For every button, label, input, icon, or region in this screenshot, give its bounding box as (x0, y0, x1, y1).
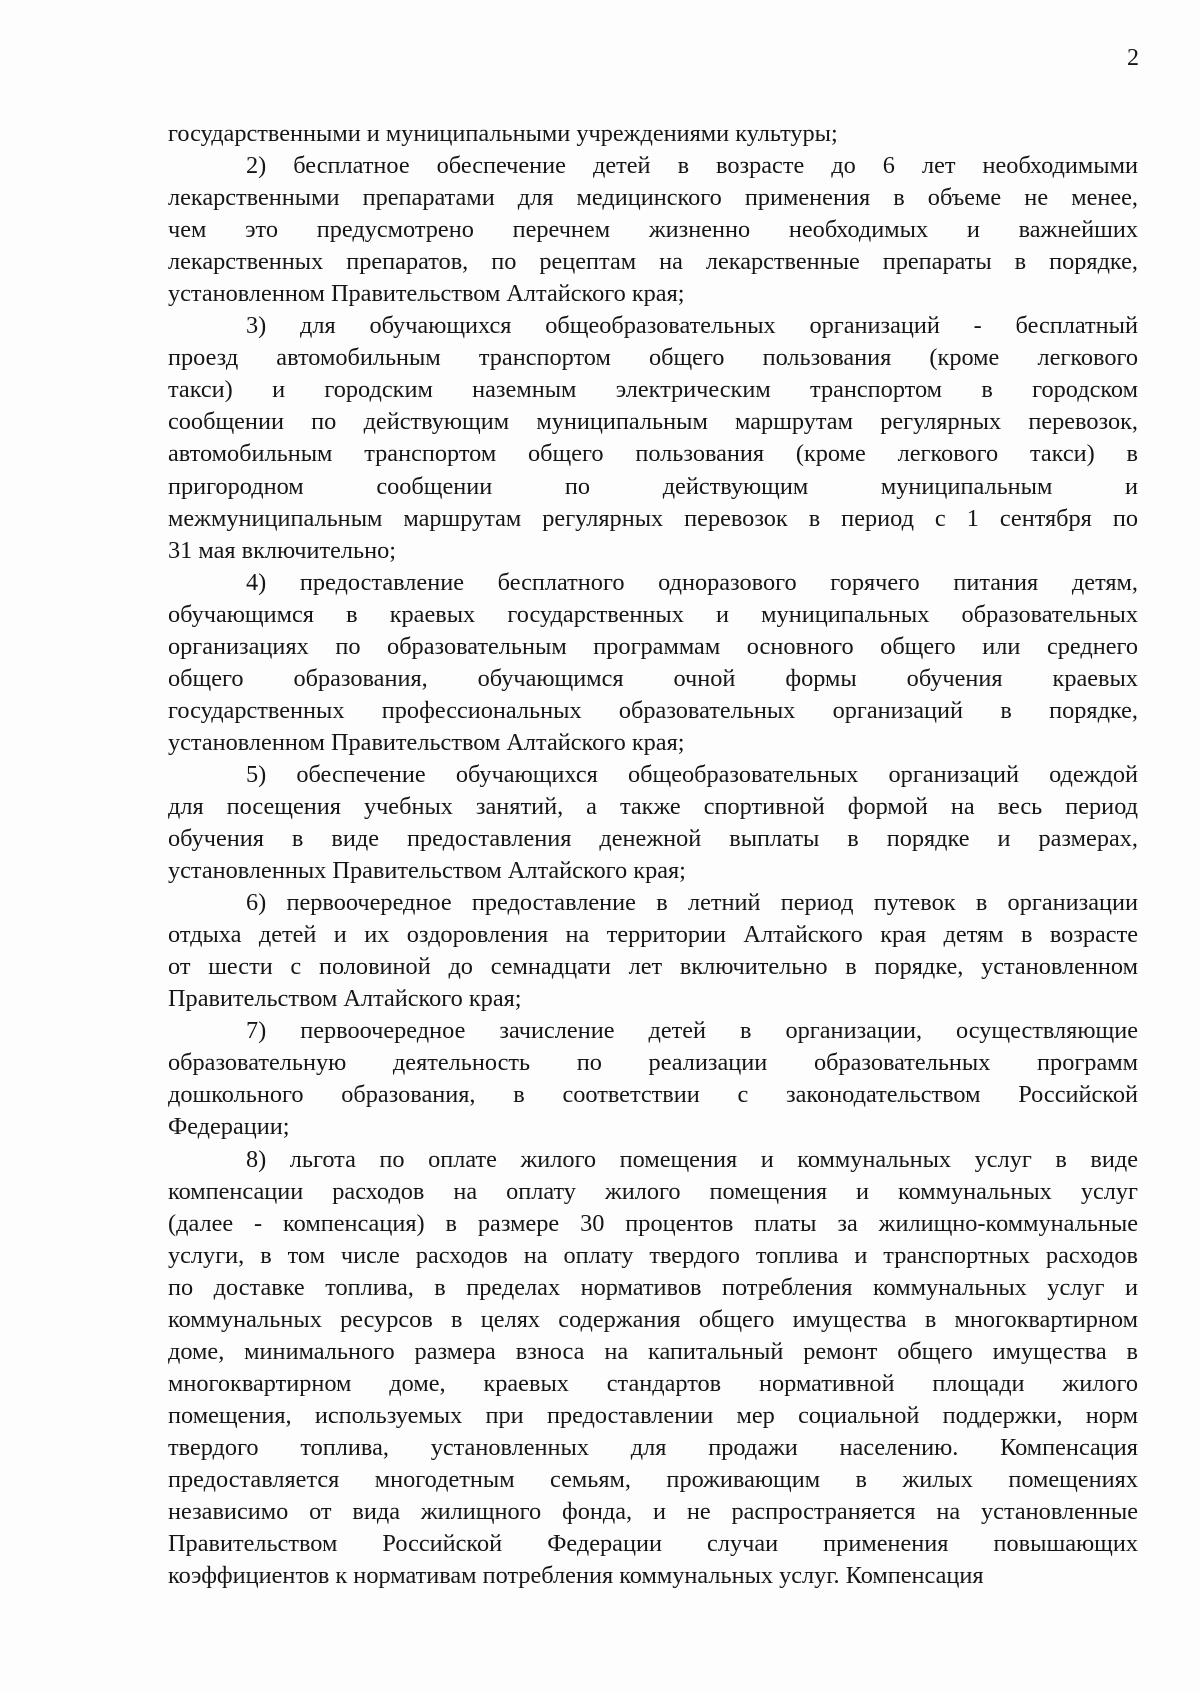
text-line: от шести с половиной до семнадцати лет включительно в порядке, установленном (168, 953, 1138, 981)
paragraph-continuation (168, 118, 1138, 150)
text-line: 6) первоочередное предоставление в летний период путевок в организации (246, 889, 1138, 917)
text-line: автомобильным транспортом общего пользования (кроме легкового такси) в (168, 440, 1138, 468)
text-line: организациях по образовательным программам основного общего или среднего (168, 632, 1138, 660)
text-line: помещения, используемых при предоставлении мер социальной поддержки, норм (168, 1401, 1138, 1429)
paragraph-item-7 (168, 1015, 1138, 1143)
text-line: по доставке топлива, в пределах нормативов потребления коммунальных услуг и (168, 1273, 1138, 1301)
text-line: установленном Правительством Алтайского края; (168, 280, 685, 308)
text-line: такси) и городским наземным электрическим транспортом в городском (168, 376, 1138, 404)
text-line: 8) льгота по оплате жилого помещения и коммунальных услуг в виде (246, 1145, 1138, 1173)
document-body (168, 118, 1138, 1592)
text-line: коммунальных ресурсов в целях содержания общего имущества в многоквартирном (168, 1305, 1138, 1333)
text-line: твердого топлива, установленных для продажи населению. Компенсация (168, 1433, 1138, 1461)
text-line: коэффициентов к нормативам потребления коммунальных услуг. Компенсация (168, 1562, 984, 1590)
text-line: 2) бесплатное обеспечение детей в возрасте до 6 лет необходимыми (246, 152, 1138, 180)
text-line: лекарственных препаратов, по рецептам на лекарственные препараты в порядке, (168, 248, 1138, 276)
text-line: государственными и муниципальными учреждениями культуры; (168, 120, 838, 147)
paragraph-item-8 (168, 1144, 1138, 1593)
text-line: 4) предоставление бесплатного одноразового горячего питания детям, (246, 568, 1138, 596)
text-line: сообщении по действующим муниципальным маршрутам регулярных перевозок, (168, 408, 1138, 436)
paragraph-item-3 (168, 310, 1138, 566)
text-line: 5) обеспечение обучающихся общеобразовательных организаций одеждой (246, 760, 1138, 788)
text-line: для посещения учебных занятий, а также спортивной формой на весь период (168, 792, 1138, 820)
text-line: 31 мая включительно; (168, 536, 396, 564)
paragraph-item-5 (168, 759, 1138, 887)
text-line: дошкольного образования, в соответствии с законодательством Российской (168, 1081, 1138, 1109)
text-line: 3) для обучающихся общеобразовательных организаций - бесплатный (246, 312, 1138, 340)
paragraph-item-6 (168, 887, 1138, 1015)
text-line: отдыха детей и их оздоровления на территории Алтайского края детям в возрасте (168, 921, 1138, 949)
text-line: проезд автомобильным транспортом общего пользования (кроме легкового (168, 344, 1138, 372)
text-line: пригородном сообщении по действующим муниципальным и (168, 472, 1138, 500)
text-line: Федерации; (168, 1113, 290, 1141)
text-line: установленных Правительством Алтайского края; (168, 857, 686, 885)
text-line: лекарственными препаратами для медицинского применения в объеме не менее, (168, 184, 1138, 212)
text-line: чем это предусмотрено перечнем жизненно необходимых и важнейших (168, 216, 1138, 244)
text-line: независимо от вида жилищного фонда, и не распространяется на установленные (168, 1498, 1138, 1526)
text-line: 7) первоочередное зачисление детей в организации, осуществляющие (246, 1017, 1138, 1045)
text-line: предоставляется многодетным семьям, проживающим в жилых помещениях (168, 1465, 1138, 1493)
text-line: компенсации расходов на оплату жилого помещения и коммунальных услуг (168, 1177, 1138, 1205)
text-line: Правительством Алтайского края; (168, 985, 522, 1013)
text-line: установленном Правительством Алтайского края; (168, 728, 685, 756)
text-line: многоквартирном доме, краевых стандартов нормативной площади жилого (168, 1369, 1138, 1397)
text-line: Правительством Российской Федерации случаи применения повышающих (168, 1530, 1138, 1558)
text-line: обучающимся в краевых государственных и муниципальных образовательных (168, 600, 1138, 628)
paragraph-item-4 (168, 567, 1138, 759)
page-number: 2 (1127, 45, 1139, 71)
text-line: общего образования, обучающимся очной формы обучения краевых (168, 664, 1138, 692)
text-line: обучения в виде предоставления денежной выплаты в порядке и размерах, (168, 825, 1138, 853)
text-line: услуги, в том числе расходов на оплату твердого топлива и транспортных расходов (168, 1241, 1138, 1269)
text-line: образовательную деятельность по реализации образовательных программ (168, 1049, 1138, 1077)
text-line: доме, минимального размера взноса на капитальный ремонт общего имущества в (168, 1337, 1138, 1365)
text-line: государственных профессиональных образовательных организаций в порядке, (168, 696, 1138, 724)
paragraph-item-2 (168, 150, 1138, 310)
text-line: (далее - компенсация) в размере 30 процентов платы за жилищно-коммунальные (168, 1209, 1138, 1237)
text-line: межмуниципальным маршрутам регулярных перевозок в период с 1 сентября по (168, 504, 1138, 532)
